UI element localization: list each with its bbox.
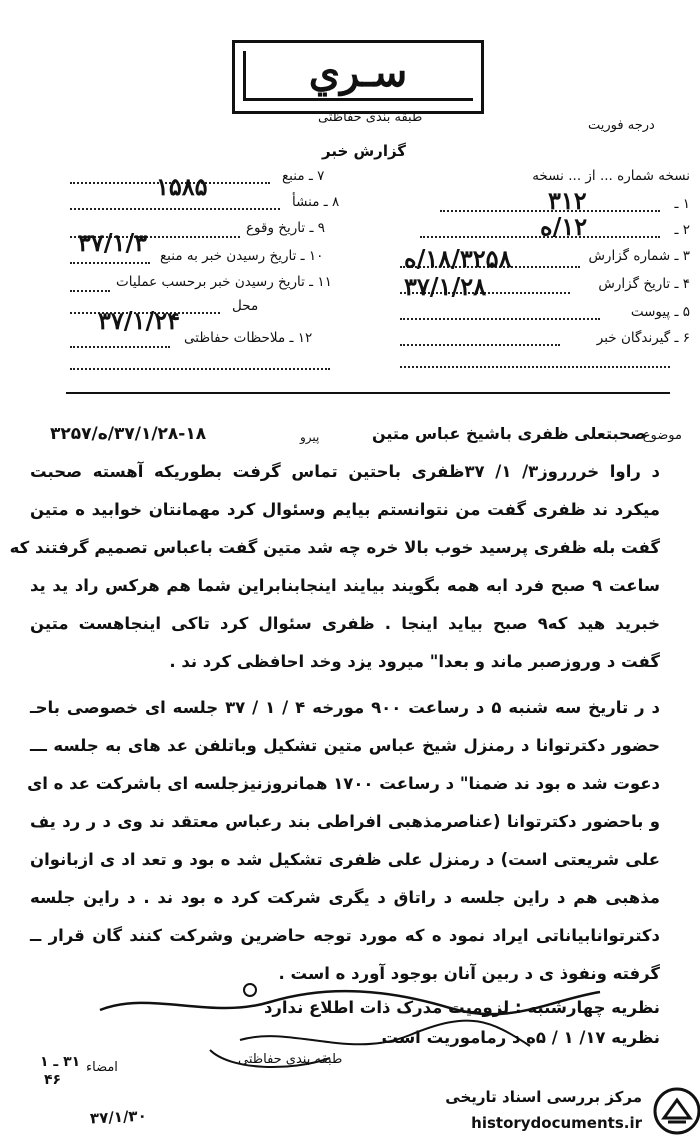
body-line-11: علی شریعتی است) د رمنزل علی ظفری تشکیل شد ه بود و تعد اد ی ازبانوان [30,850,660,869]
field-2-label: ۲ ـ [674,222,690,238]
field-5-dots [400,318,600,320]
body-line-3: گفت بله ظفری پرسید خوب بالا خره چه شد متین گفت باعباس تصمیم گرفتند که [9,538,660,557]
handwritten-page-number-2: ۴۶ [44,1072,62,1088]
classification-stamp [232,40,484,114]
watermark-logo [424,1080,700,1148]
field-2-value: ۱۲/ه [540,212,588,241]
subject-reference: ۳۷/۱/۲۸-۱۸/ه/۳۲۵۷ [50,424,207,444]
field-5-label: ۵ ـ پیوست [630,304,690,320]
classification-caption: طبقه بندی حفاظتی [318,110,423,125]
field-9-value: ۳۷/۱/۳ [78,228,148,257]
handwritten-page-number: ۳۱ ـ ۱ [40,1054,81,1070]
handwritten-corner-date: ۳۷/۱/۳۰ [89,1106,148,1128]
body-line-5: خبرید هید که۹ صبح بیاید اینجا . ظفری سئوال کرد تاکی اینجاهست متین [30,614,660,633]
form-title: گزارش خبر [322,142,407,160]
body-line-15: نظریه چهارشنبه : لزومیت مدرک ذات اطلاع ندارد [263,998,660,1017]
field-1-value: ۳۱۲ [548,186,587,215]
field-4-value: ۳۷/۱/۲۸ [404,272,486,301]
subject-note: پیرو [300,430,320,444]
watermark-url[interactable]: historydocuments.ir [471,1114,642,1132]
handwritten-signature-note: امضاء [86,1060,118,1075]
body-line-9: دعوت شد ه بود ند ضمنا" د رساعت ۱۷۰۰ همانروزنیزجلسه ای باشرکت عد ه ای [27,774,660,793]
field-11-label: ۱۱ ـ تاریخ رسیدن خبر برحسب عملیات [116,274,332,290]
body-line-13: دکترتوانابیاناتی ایراد نمود ه که مورد توجه حاضرین وشرکت کنند گان قرار ــ [30,926,660,945]
subject-label: موضوع [642,428,682,443]
field-11-dots [70,290,110,292]
body-line-10: و باحضور دکترتوانا (عناصرمذهبی افراطی بند رعباس معتقد ند وی د ر رد یف [30,812,660,831]
field-6-dots-2 [400,366,670,368]
field-9-label: ۹ ـ تاریخ وقوع [246,220,325,236]
field-3-label: ۳ ـ شماره گزارش [588,248,690,264]
field-10-dots [70,262,150,264]
field-8-label: ۸ ـ منشأ [292,194,340,210]
field-12-dots [70,346,170,348]
copy-number-line: نسخه شماره ... از ... نسخه [532,168,690,184]
archive-book-icon [652,1086,700,1136]
place-value: ۳۷/۱/۲۴ [98,306,180,335]
body-line-8: حضور دکترتوانا د رمنزل شیخ عباس متین تشکیل وباتلفن عد های به جلسه ـــ [30,736,660,755]
priority-label: درجه فوریت [588,118,655,133]
signature-scribble [90,980,610,1080]
field-4-label: ۴ ـ تاریخ گزارش [598,276,690,292]
body-line-7: د ر تاریخ سه شنبه ۵ د رساعت ۹۰۰ مورخه ۴ / ۱ / ۳۷ جلسه ای خصوصی باحـ [30,698,661,717]
field-3-value: ۱۸/۳۲۵۸/ه [404,244,512,273]
subject-text: صحبتعلی ظفری باشیخ عباس متین [372,424,647,443]
field-12-label: ۱۲ ـ ملاحظات حفاظتی [184,330,313,346]
body-line-14: گرفته ونفوذ ی د ربین آنان بوجود آورد ه است . [278,964,660,983]
form-divider [66,392,670,394]
place-label: محل [232,298,259,314]
classification-stamp-text: سـري [308,49,408,96]
field-6-dots [400,344,560,346]
body-line-6: گفت د وروزصبر ماند و بعدا" میرود یزد وخد احافظی کرد ند . [169,652,660,671]
body-line-16: نظریه ۱۷/ ۱ / ۵ه د رماموریت است [381,1028,660,1047]
field-8-dots [70,208,280,210]
body-line-4: ساعت ۹ صبح فرد ابه همه بگویند بیایند اینجابنابراین شما هم هرکس راد ید ید [30,576,661,595]
field-7-label: ۷ ـ منبع [282,168,325,184]
field-1-label: ۱ ـ [674,196,690,212]
footer-classification-caption: طبقه بندی حفاظتی [238,1052,343,1067]
field-10-label: ۱۰ ـ تاریخ رسیدن خبر به منبع [160,248,324,264]
field-12-dots-2 [70,368,330,370]
body-line-2: میکرد ند ظفری گفت من نتوانستم بیایم وسئوال کرد مهمانتان خوابید ه متین [30,500,660,519]
field-8-value: ۱۵۸۵ [156,172,208,201]
field-6-label: ۶ ـ گیرندگان خبر [596,330,690,346]
body-line-1: د راوا خررروز۳/ ۱/ ۳۷ظفری باحتین تماس گرفت بطوریکه آهسته صحبت [30,462,660,481]
body-line-12: مذهبی هم د راین جلسه د راتاق د یگری شرکت کرد ه بود ند . د راین جلسه [30,888,660,907]
watermark-title: مرکز بررسی اسناد تاریخی [445,1088,642,1106]
